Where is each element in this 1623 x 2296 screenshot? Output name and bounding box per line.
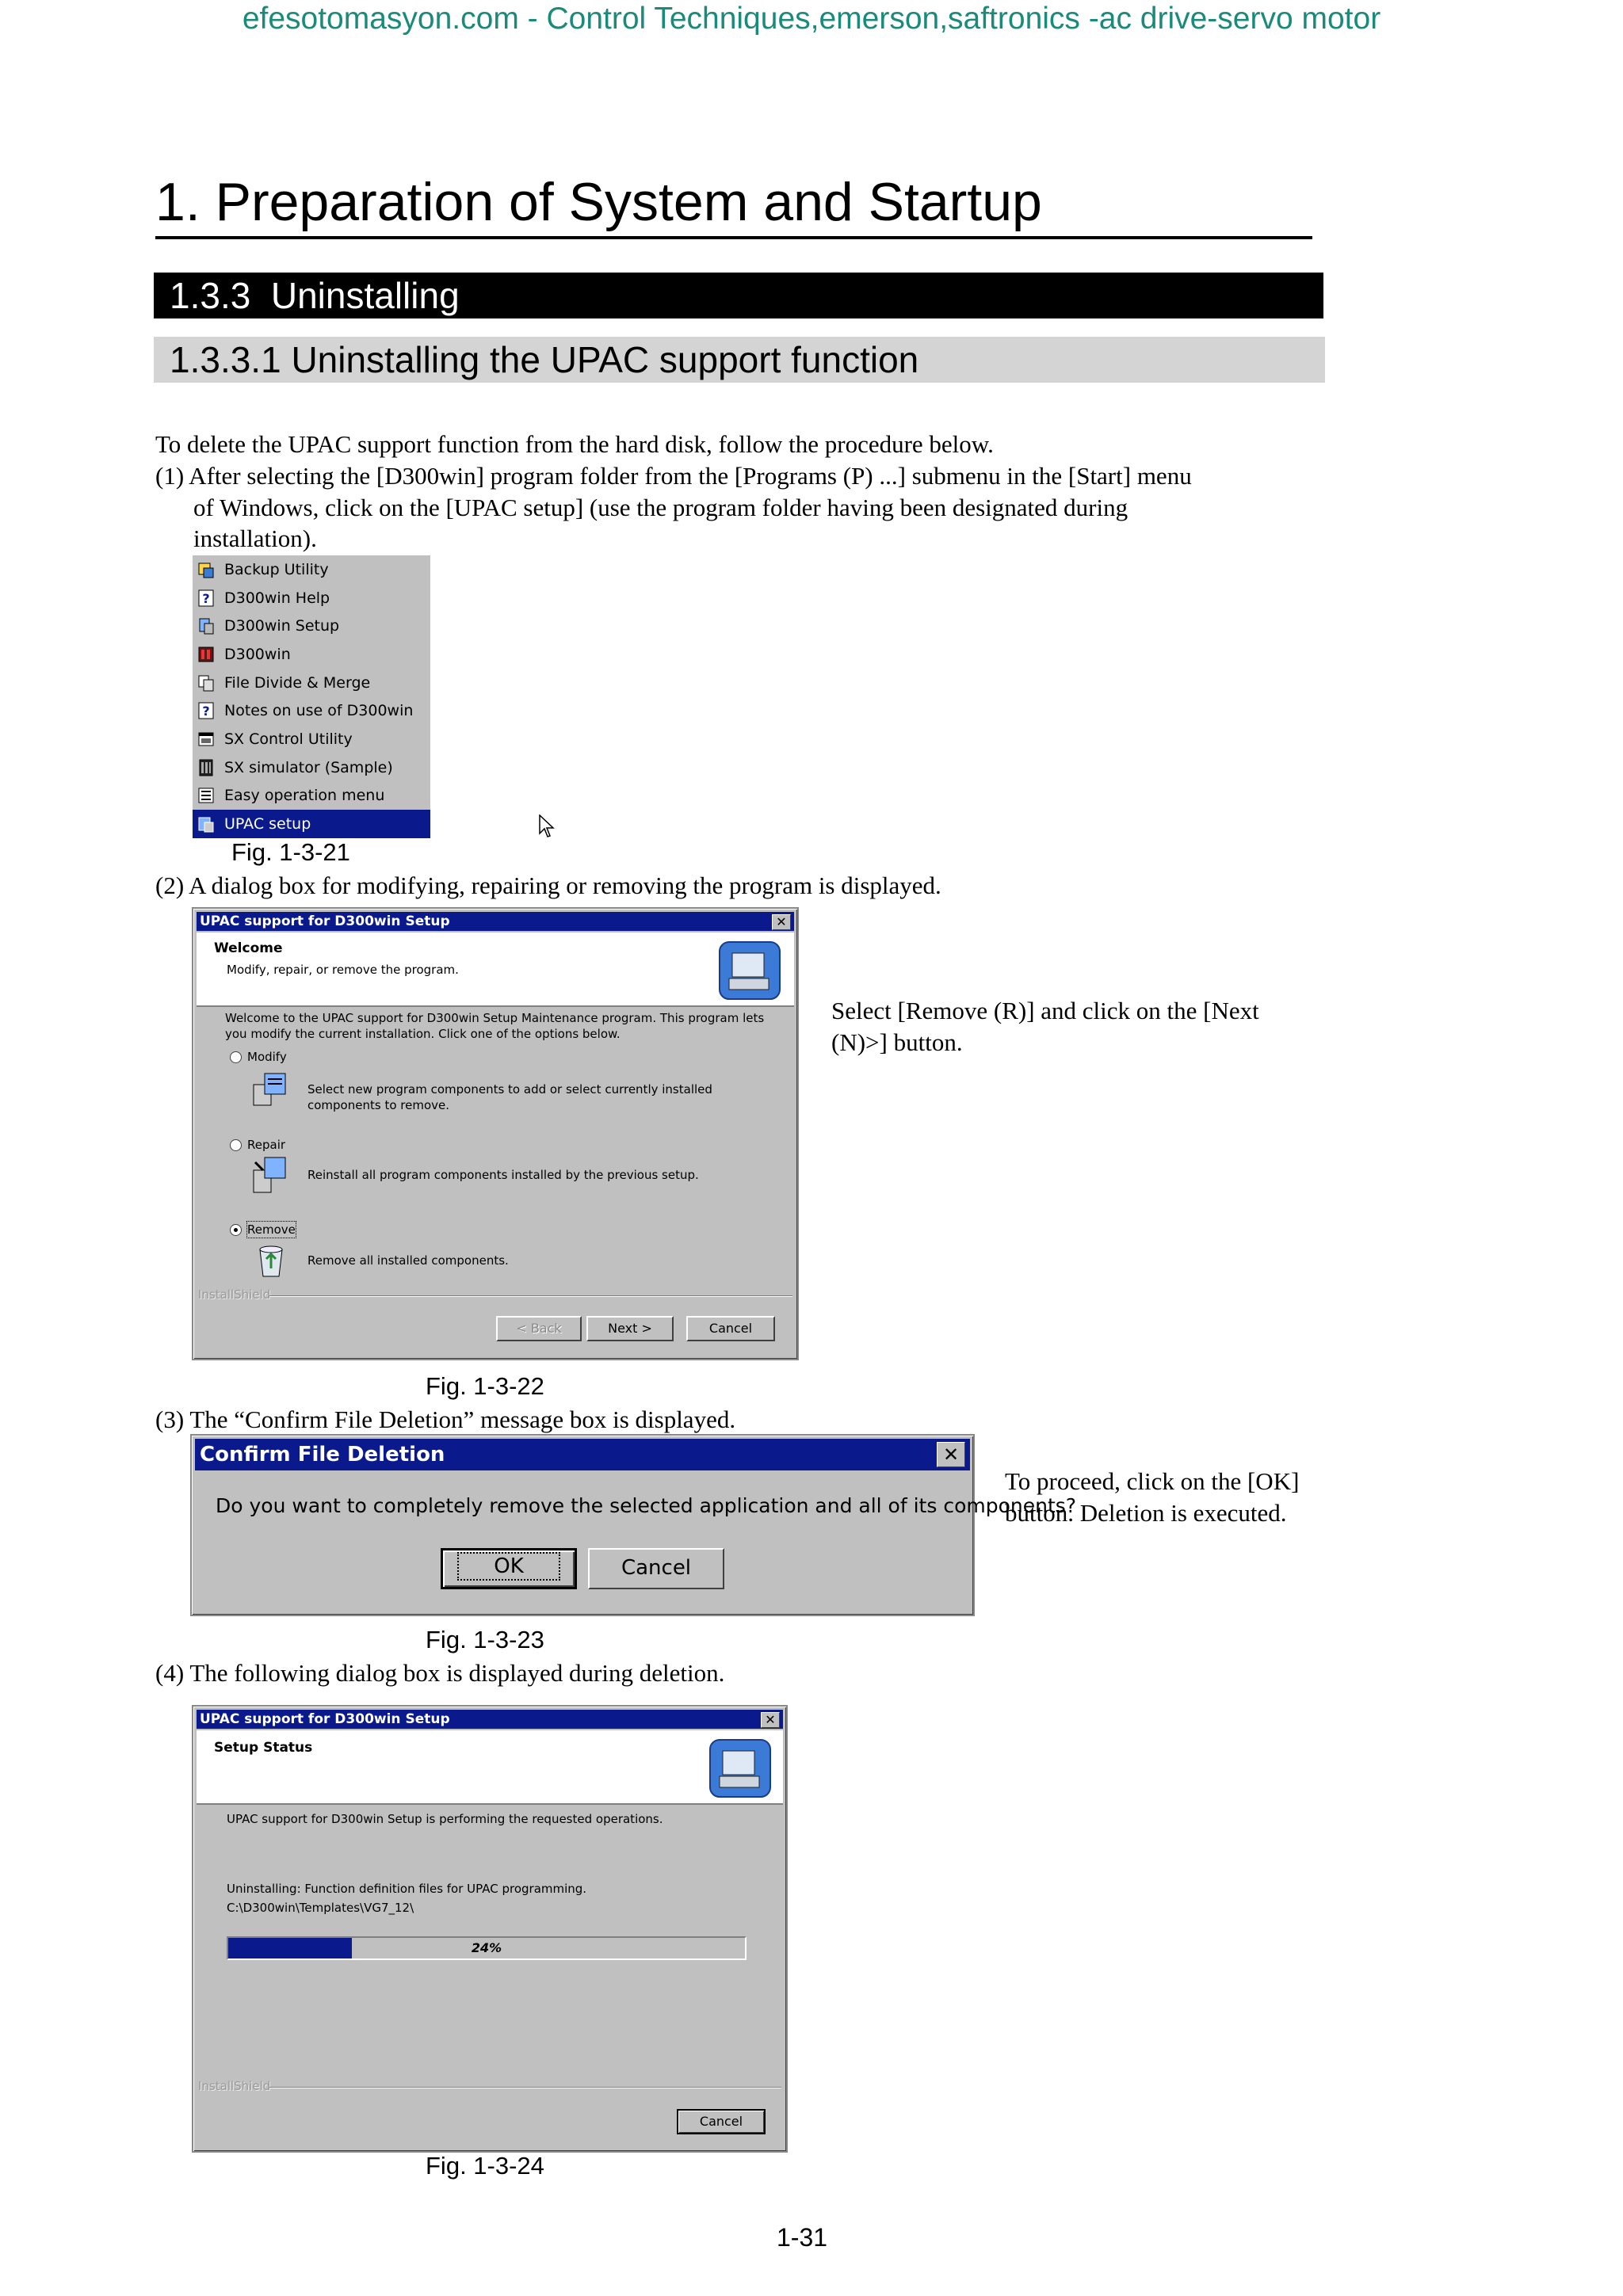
menu-item-label: Notes on use of D300win: [224, 702, 414, 720]
recycle-bin-icon: [254, 1241, 288, 1280]
subsection-title: 1.3.3.1 Uninstalling the UPAC support function: [154, 337, 1325, 383]
sx-simulator-icon: [197, 758, 215, 777]
menu-item-sx-simulator[interactable]: [193, 753, 430, 782]
title-bar: [197, 912, 794, 931]
separator: [269, 1295, 792, 1297]
title-bar: [195, 1439, 970, 1470]
current-path: C:\D300win\Templates\VG7_12\: [227, 1901, 414, 1915]
upac-setup-icon: [197, 814, 215, 833]
menu-item-notes-on-use[interactable]: [193, 696, 430, 725]
modify-icon: [250, 1070, 288, 1108]
menu-item-label: SX simulator (Sample): [224, 758, 393, 776]
svg-text:?: ?: [202, 590, 210, 606]
remove-radio[interactable]: [230, 1224, 242, 1236]
menu-item-upac-setup[interactable]: [193, 810, 430, 838]
modify-desc-line-2: components to remove.: [307, 1098, 449, 1112]
menu-item-d300win[interactable]: [193, 640, 430, 669]
status-message: UPAC support for D300win Setup is performing the requested operations.: [227, 1812, 663, 1826]
next-button[interactable]: Next >: [586, 1316, 674, 1341]
repair-label[interactable]: Repair: [247, 1138, 286, 1152]
menu-item-label: File Divide & Merge: [224, 673, 371, 692]
step-2-note: Select [Remove (R)] and click on the [Next (N)>] button.: [831, 997, 1259, 1056]
remove-label[interactable]: Remove: [247, 1222, 296, 1237]
step-4-text: (4) The following dialog box is displayed during deletion.: [155, 1659, 725, 1687]
mouse-cursor-icon: [539, 814, 555, 838]
site-header: efesotomasyon.com - Control Techniques,emerson,saftronics -ac drive-servo motor: [242, 2, 1381, 36]
dialog-title: UPAC support for D300win Setup: [200, 913, 450, 929]
sx-control-icon: [197, 730, 215, 749]
menu-item-sx-control-utility[interactable]: [193, 725, 430, 753]
menu-item-label: D300win: [224, 645, 291, 663]
cancel-button[interactable]: Cancel: [677, 2109, 766, 2134]
title-bar: [197, 1710, 783, 1729]
menu-item-label: Easy operation menu: [224, 787, 385, 805]
notes-help-icon: [197, 701, 215, 720]
figure-caption-1: Fig. 1-3-21: [231, 838, 350, 866]
figure-caption-3: Fig. 1-3-23: [426, 1626, 544, 1653]
intro-line-2: you modify the current installation. Click one of the options below.: [225, 1027, 621, 1041]
close-button[interactable]: ✕: [772, 914, 791, 930]
d300win-icon: [197, 645, 215, 664]
backup-icon: [197, 560, 215, 579]
menu-item-file-divide-merge[interactable]: [193, 669, 430, 697]
cancel-button[interactable]: Cancel: [588, 1548, 724, 1589]
modify-label[interactable]: Modify: [247, 1050, 287, 1064]
menu-item-d300win-setup[interactable]: [193, 612, 430, 640]
dialog-subheading: Modify, repair, or remove the program.: [227, 963, 459, 977]
menu-item-easy-operation-menu[interactable]: [193, 782, 430, 810]
dialog-heading: Welcome: [214, 940, 283, 956]
menu-item-label: SX Control Utility: [224, 730, 353, 748]
menu-item-d300win-help[interactable]: [193, 584, 430, 612]
repair-icon: [250, 1154, 288, 1196]
separator: [269, 2087, 781, 2088]
step-1-line-1: (1) After selecting the [D300win] program folder from the [Programs (P) ...] submenu in the [Start] menu: [155, 462, 1192, 490]
remove-desc: Remove all installed components.: [307, 1253, 509, 1268]
menu-item-label: D300win Help: [224, 589, 330, 607]
ok-label: OK: [459, 1554, 559, 1579]
installshield-brand: InstallShield: [198, 1287, 271, 1302]
dialog-title: Confirm File Deletion: [200, 1443, 445, 1466]
chapter-title: 1. Preparation of System and Startup: [155, 168, 1312, 239]
svg-text:?: ?: [202, 704, 210, 719]
confirm-message: Do you want to completely remove the selected application and all of its components?: [216, 1494, 1077, 1517]
figure-caption-2: Fig. 1-3-22: [426, 1372, 544, 1400]
menu-item-label: UPAC setup: [224, 815, 311, 833]
modify-desc-line-1: Select new program components to add or select currently installed: [307, 1082, 712, 1097]
menu-item-label: Backup Utility: [224, 560, 329, 578]
repair-desc: Reinstall all program components installed by the previous setup.: [307, 1168, 699, 1182]
confirm-delete-dialog: [190, 1434, 1077, 1616]
cancel-button[interactable]: Cancel: [686, 1316, 775, 1341]
current-action: Uninstalling: Function definition files for UPAC programming.: [227, 1882, 587, 1896]
help-icon: [197, 589, 215, 608]
step-3-text: (3) The “Confirm File Deletion” message box is displayed.: [155, 1405, 736, 1433]
menu-item-label: D300win Setup: [224, 617, 340, 635]
maintenance-dialog: [192, 907, 799, 1360]
intro-paragraph: To delete the UPAC support function from the hard disk, follow the procedure below.: [155, 430, 994, 458]
setup-status-dialog: [192, 1705, 788, 2153]
figure-caption-4: Fig. 1-3-24: [426, 2152, 544, 2180]
step-3-note: To proceed, click on the [OK] button. Deletion is executed.: [1005, 1467, 1300, 1527]
back-button[interactable]: < Back: [496, 1316, 582, 1341]
close-button[interactable]: ✕: [937, 1442, 965, 1467]
close-button[interactable]: ✕: [761, 1712, 780, 1728]
setup-computer-icon: [707, 1737, 773, 1800]
dialog-header: [197, 933, 794, 1007]
setup-icon: [197, 616, 215, 635]
section-title: 1.3.3 Uninstalling: [154, 273, 1323, 318]
dialog-title: UPAC support for D300win Setup: [200, 1711, 450, 1727]
page-number: 1-31: [777, 2223, 828, 2252]
step-1-line-2: of Windows, click on the [UPAC setup] (use the program folder having been designated during: [193, 494, 1128, 521]
menu-item-backup-utility[interactable]: [193, 555, 430, 584]
ok-button[interactable]: [441, 1548, 577, 1589]
easy-menu-icon: [197, 786, 215, 805]
file-divide-icon: [197, 673, 215, 692]
dialog-heading: Setup Status: [214, 1740, 313, 1756]
program-menu: [193, 555, 430, 838]
progress-bar: [227, 1936, 747, 1960]
step-2-text: (2) A dialog box for modifying, repairing or removing the program is displayed.: [155, 871, 941, 899]
setup-computer-icon: [716, 939, 783, 1002]
dialog-header: [197, 1730, 783, 1805]
intro-line-1: Welcome to the UPAC support for D300win Setup Maintenance program. This program lets: [225, 1011, 765, 1025]
progress-label: 24%: [471, 1940, 502, 1955]
modify-radio[interactable]: [230, 1051, 242, 1063]
step-1-line-3: installation).: [193, 524, 317, 552]
repair-radio[interactable]: [230, 1139, 242, 1151]
installshield-brand: InstallShield: [198, 2079, 271, 2093]
